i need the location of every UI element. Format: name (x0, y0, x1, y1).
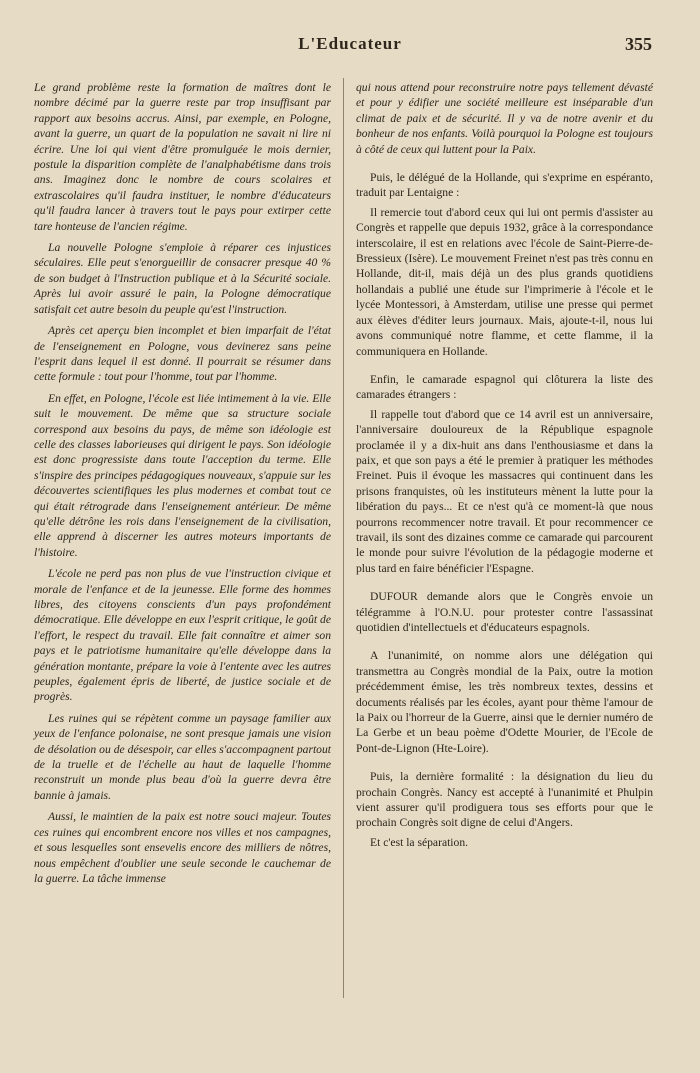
paragraph: La nouvelle Pologne s'emploie à réparer ces injustices séculaires. Elle peut s'enorgueillir de consacrer presque 40 % de son budget à l'Instruction publique et à la Sécurité sociale. Après lui avoir assuré le pain, la Pologne démocratique satisfait cet autre besoin du peuple qu'est l'instruction. (34, 241, 331, 316)
paragraph: L'école ne perd pas non plus de vue l'instruction civique et morale de l'enfance et de la jeunesse. Elle forme des hommes libres, des citoyens conscients d'un pays profondément démocratique. Elle développe en eux l'esprit critique, le goût de l'effort, le respect du travail. Elle fait connaître et aimer son pays et le patriotisme humanitaire qu'elle développe dans la génération montante, prépare la voie à l'entente avec les autres peuples, également épris de liberté, de justice sociale et de progrès. (34, 567, 331, 704)
right-column (356, 80, 653, 863)
journal-title: L'Educateur (298, 34, 402, 53)
paragraph: Il remercie tout d'abord ceux qui lui ont permis d'assister au Congrès et rappelle que depuis 1932, grâce à la correspondance interscolaire, il est en relations avec l'école de Saint-Pierre-de-Bressieux (Isère). Le mouvement Freinet n'est pas très connu en Hollande, dit-il, mais déjà un des plus grands quotidiens hollandais a publié une étude sur l'imprimerie à l'école et le lycée Montessori, à Amsterdam, utilise une presse qui permet aux élèves d'éditer leurs journaux. Mais, ajoute-t-il, nous lui avons communiqué notre flamme, et cette flamme, il la communiquera en Hollande. (356, 205, 653, 358)
paragraph: Enfin, le camarade espagnol qui clôturera la liste des camarades étrangers : (356, 372, 653, 402)
paragraph: Le grand problème reste la formation de maîtres dont le nombre décimé par la guerre reste par trop insuffisant par rapport aux besoins accrus. Ainsi, par exemple, en Pologne, avant la guerre, un quart de la population ne savait ni lire ni écrire. Une loi qui vient d'être promulguée le mois dernier, postule la disparition complète de l'analphabétisme dans trois ans. Imaginez donc le nombre de cours scolaires et extrascolaires qu'il faudra instituer, le nombre d'éducateurs qu'il faudra lancer à travers tout le pays pour extirper cette tare honteuse de l'ancien régime. (34, 81, 331, 233)
left-column (34, 80, 331, 892)
paragraph: Il rappelle tout d'abord que ce 14 avril est un anniversaire, l'anniversaire douloureux de la République espagnole proclamée il y a dix-huit ans dans l'enthousiasme et dans la paix, et que son pays a été le premier à pratiquer les méthodes Freinet. Puis il évoque les massacres qui continuent dans les prisons franquistes, où les instituteurs mènent la lutte pour la libération du pays... Et ce n'est qu'à ce moment-là que nous pourrons recommencer notre travail. Et pour recommencer ce travail, ils sont des dizaines comme ce camarade qui parcourent le monde pour suivre l'évolution de la pédagogie moderne et plus tard en faire bénéficier l'Espagne. (356, 407, 653, 575)
paragraph: Puis, le délégué de la Hollande, qui s'exprime en espéranto, traduit par Lentaigne : (356, 171, 653, 200)
paragraph: Après cet aperçu bien incomplet et bien imparfait de l'état de l'enseignement en Pologne, vous devinerez sans peine l'esprit dans lequel il est donné. Il pourrait se résumer dans cette formule : tout pour l'homme, tout par l'homme. (34, 324, 331, 384)
paragraph: A l'unanimité, on nomme alors une délégation qui transmettra au Congrès mondial de la Paix, outre la motion précédemment émise, les très nombreux textes, dessins et documents réalisés par les écoles, ayant pour thème l'amour de la Paix ou l'horreur de la Guerre, ainsi que le dernier numéro de La Gerbe et un beau poème d'Odette Mourier, de l'Ecole de Pont-de-Lignon (Hte-Loire). (356, 649, 653, 755)
paragraph: Aussi, le maintien de la paix est notre souci majeur. Toutes ces ruines qui encombrent encore nos villes et nos campagnes, et sous lesquelles sont ensevelis encore des milliers de nôtres, nous empêchent d'oublier une seule seconde le cauchemar de la guerre. La tâche immense (34, 810, 331, 885)
column-divider (343, 78, 344, 998)
paragraph: Les ruines qui se répètent comme un paysage familier aux yeux de l'enfance polonaise, ne sont presque jamais une vision de désolation ou de désespoir, car elles s'accompagnent partout de la truelle et de l'échelle au haut de laquelle l'homme reconstruit un monde plus beau d'où la guerre devra être bannie à jamais. (34, 711, 331, 802)
paragraph: En effet, en Pologne, l'école est liée intimement à la vie. Elle suit le mouvement. De même que sa structure sociale correspond aux besoins du pays, de même son idéologie est celle des classes laborieuses qui dirigent le pays. Son idéologie est donc progressiste dans toute l'acception du terme. Elle s'inspire des principes pédagogiques nouveaux, s'appuie sur les découvertes scientifiques les plus modernes et combat tout ce qui était rétrograde dans l'enseignement antérieur. De même qu'elle détrône les rois dans l'enseignement de la civilisation, elle apprend à discerner les autres moteurs importants de l'histoire. (34, 391, 331, 559)
page-header (0, 34, 700, 58)
paragraph: Et c'est la séparation. (370, 835, 469, 849)
page-number: 355 (625, 34, 652, 54)
paragraph: DUFOUR demande alors que le Congrès envoie un télégramme à l'O.N.U. pour protester contre l'assassinat quotidien d'intellectuels et d'éducateurs espagnols. (356, 590, 653, 634)
paragraph: qui nous attend pour reconstruire notre pays tellement dévasté et pour y édifier une société meilleure est inséparable d'un climat de paix et de sécurité. Il y va de notre avenir et du bonheur de nos enfants. Voilà pourquoi la Pologne est toujours à côté de ceux qui luttent pour la Paix. (356, 81, 653, 156)
paragraph: Puis, la dernière formalité : la désignation du lieu du prochain Congrès. Nancy est accepté à l'unanimité et Phulpin vient assurer qu'il prodiguera tous ses efforts pour que le prochain Congrès soit digne de celui d'Angers. (356, 770, 653, 830)
